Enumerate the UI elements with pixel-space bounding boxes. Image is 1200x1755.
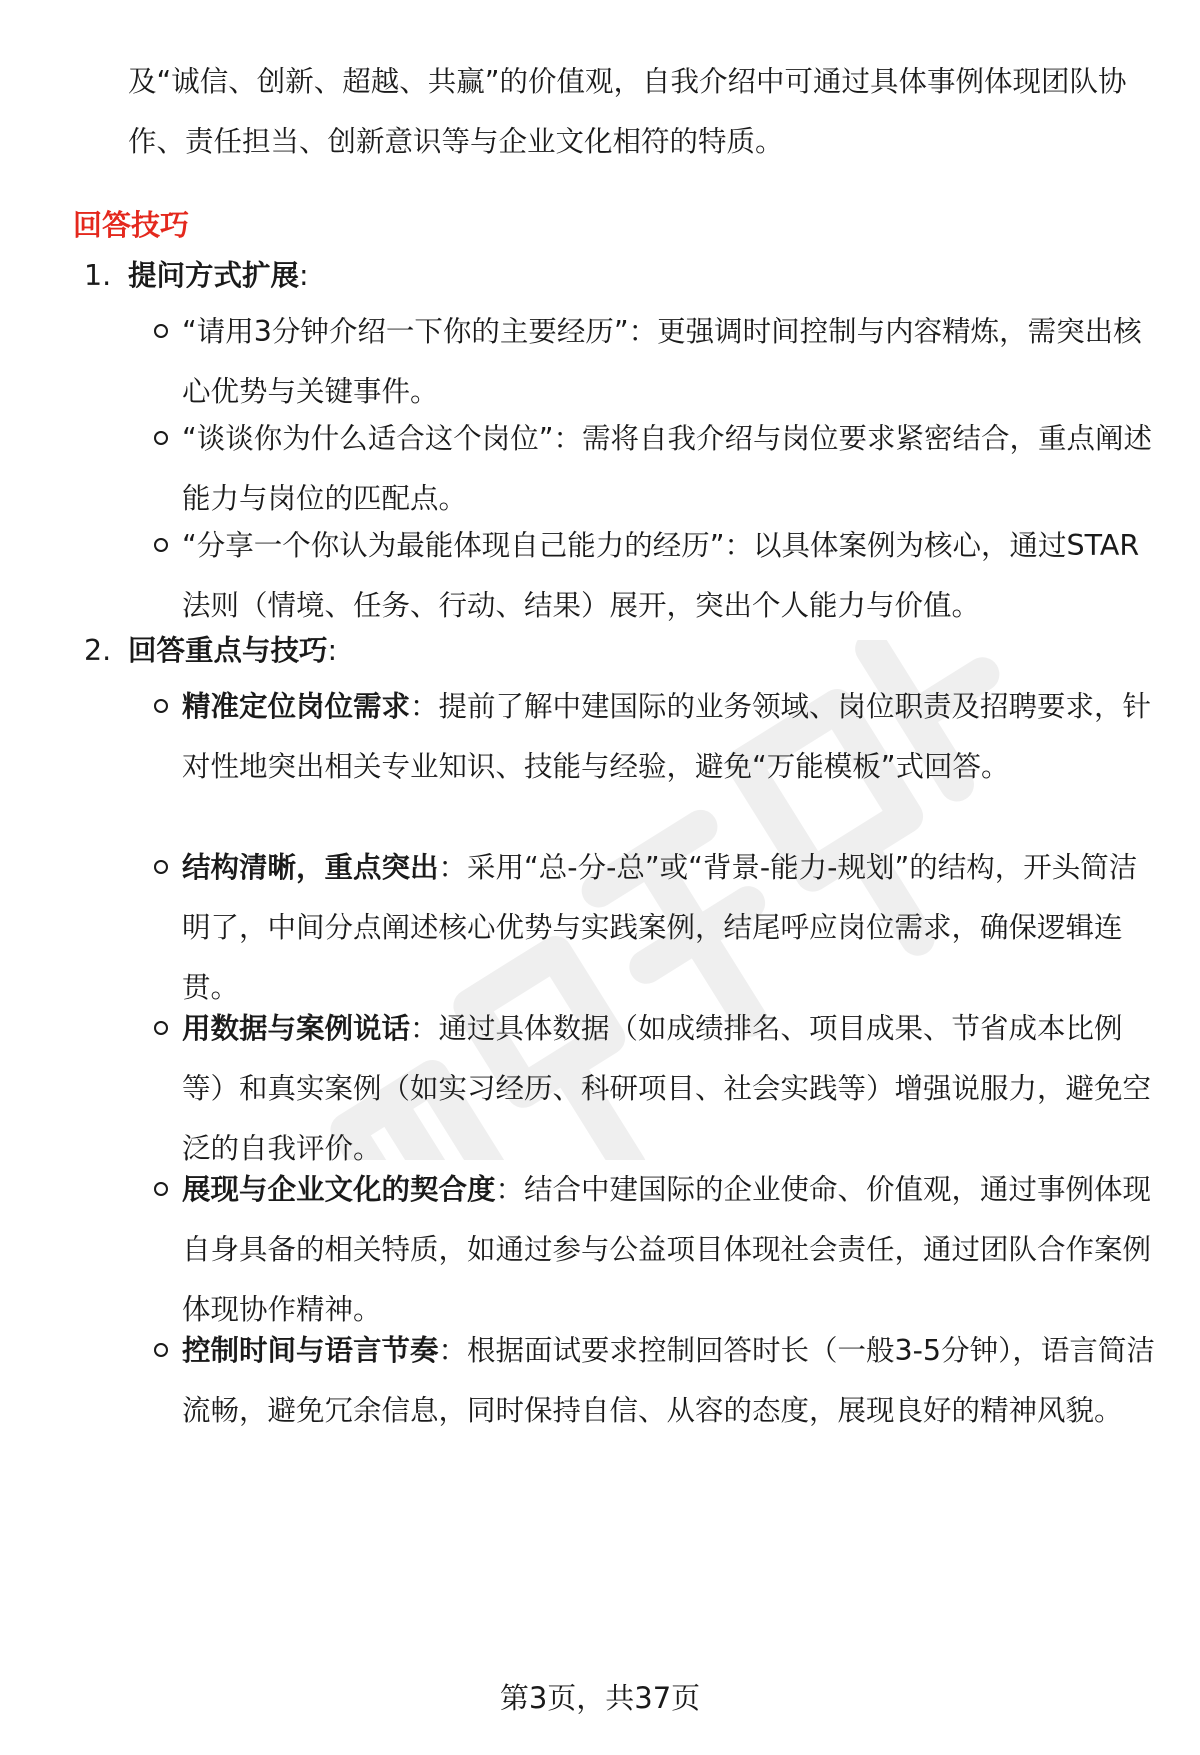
bullet-icon [154, 1021, 168, 1035]
bullet-bold-label: 展现与企业文化的契合度 [182, 1173, 496, 1206]
bullet-bold-label: 精准定位岗位需求 [182, 690, 411, 723]
bullet-body: ：采用“总-分-总”或“背景-能力-规划”的结构，开头简洁明了，中间分点阐述核心优势与实践案例，结尾呼应岗位需求，确保逻辑连贯。 [182, 851, 1138, 1004]
bullet-item [150, 516, 1160, 636]
list-number: 2. [84, 634, 112, 667]
bullet-bold-label: 结构清晰，重点突出 [182, 851, 439, 884]
bullet-icon [154, 699, 168, 713]
bullet-text [182, 999, 1160, 1179]
list-number: 1. [84, 259, 112, 292]
bullet-icon [154, 860, 168, 874]
bullet-text: “分享一个你认为最能体现自己能力的经历”：以具体案例为核心，通过STAR法则（情境、任务、行动、结果）展开，突出个人能力与价值。 [182, 529, 1140, 622]
bullet-item [150, 409, 1160, 529]
bullet-item [150, 838, 1160, 1018]
bullet-item [150, 302, 1160, 422]
bullet-body: ：根据面试要求控制回答时长（一般3-5分钟），语言简洁流畅，避免冗余信息，同时保持自信、从容的态度，展现良好的精神风貌。 [182, 1334, 1155, 1427]
bullet-body: ：提前了解中建国际的业务领域、岗位职责及招聘要求，针对性地突出相关专业知识、技能与经验，避免“万能模板”式回答。 [182, 690, 1152, 783]
bullet-text [182, 1160, 1160, 1340]
bullet-icon [154, 324, 168, 338]
bullet-text: “谈谈你为什么适合这个岗位”：需将自我介绍与岗位要求紧密结合，重点阐述能力与岗位的匹配点。 [182, 422, 1153, 515]
bullet-item [150, 999, 1160, 1179]
bullet-icon [154, 538, 168, 552]
list-colon: : [299, 259, 309, 292]
bullet-item [150, 1160, 1160, 1340]
bullet-item [150, 677, 1160, 797]
list-label: 提问方式扩展 [128, 259, 300, 292]
bullet-body: ：通过具体数据（如成绩排名、项目成果、节省成本比例等）和真实案例（如实习经历、科研项目、社会实践等）增强说服力，避免空泛的自我评价。 [182, 1012, 1152, 1165]
list-label: 回答重点与技巧 [128, 634, 328, 667]
bullet-text [182, 1321, 1160, 1441]
bullet-text: “请用3分钟介绍一下你的主要经历”：更强调时间控制与内容精炼，需突出核心优势与关键事件。 [182, 315, 1142, 408]
bullet-item [150, 1321, 1160, 1441]
bullet-icon [154, 1182, 168, 1196]
bullet-icon [154, 1343, 168, 1357]
bullet-bold-label: 控制时间与语言节奏 [182, 1334, 439, 1367]
intro-paragraph: 及“诚信、创新、超越、共赢”的价值观，自我介绍中可通过具体事例体现团队协作、责任担当、创新意识等与企业文化相符的特质。 [128, 65, 1127, 158]
bullet-text [182, 838, 1160, 1018]
list-item-2 [84, 626, 1154, 676]
bullet-bold-label: 用数据与案例说话 [182, 1012, 411, 1045]
list-item-1 [84, 251, 1154, 301]
page-number: 第3页，共37页 [499, 1681, 701, 1715]
bullet-icon [154, 431, 168, 445]
bullet-text [182, 677, 1160, 797]
section-title: 回答技巧 [73, 208, 190, 242]
bullet-body: ：结合中建国际的企业使命、价值观，通过事例体现自身具备的相关特质，如通过参与公益项目体现社会责任，通过团队合作案例体现协作精神。 [182, 1173, 1152, 1326]
list-colon: : [327, 634, 338, 667]
